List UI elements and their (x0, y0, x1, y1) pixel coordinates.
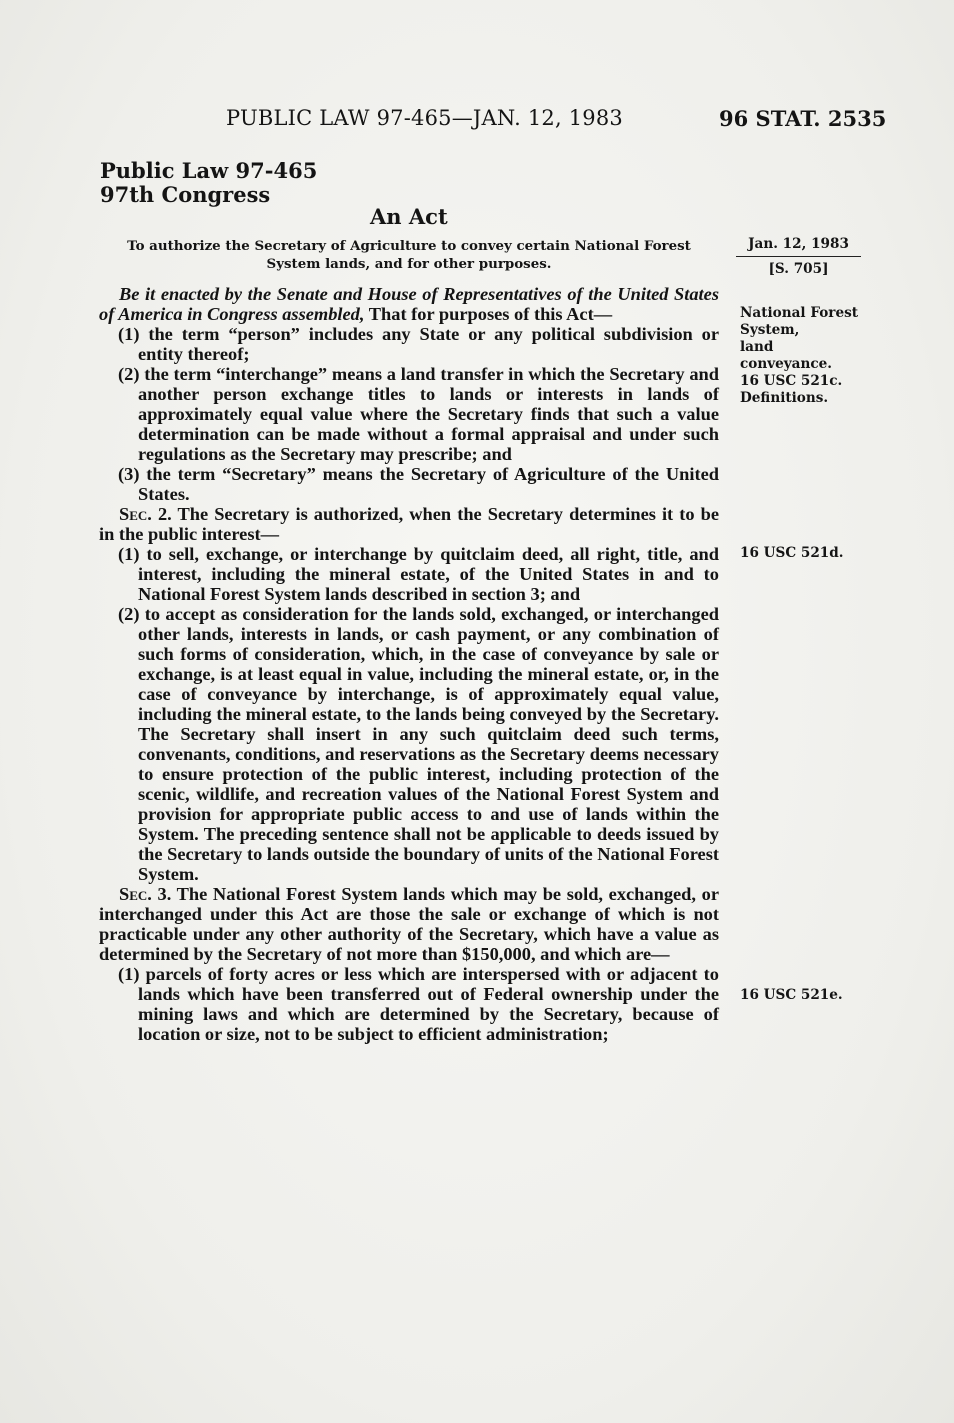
section-2-text: The Secretary is authorized, when the Secretary determines it to be in the public interest— (99, 504, 720, 544)
margin-topic-3: Definitions. (740, 390, 829, 406)
margin-date-block (736, 236, 861, 278)
margin-topic-2: land conveyance. (740, 339, 833, 372)
margin-topic-1: National Forest System, (740, 305, 859, 338)
congress-label: 97th Congress (100, 182, 271, 207)
definition-2: (2) the term “interchange” means a land transfer in which the Secretary and another person exchange titles to lands or interests in lands of approximately equal value where the Secretary finds that such a value determination can be made without a formal appraisal and under such regulations as the Secretary may prescribe; and (118, 364, 719, 464)
section-3-label: Sec. 3. (119, 884, 172, 904)
law-number: Public Law 97-465 (100, 158, 318, 183)
body-text (99, 284, 719, 1044)
enacting-formula: Be it enacted by the Senate and House of Representatives of the United States of America in Congress assembled, (99, 284, 719, 324)
act-heading: An Act (370, 204, 448, 229)
margin-note-section-1 (740, 305, 870, 407)
section-3 (99, 884, 719, 964)
section-2-para-1: (1) to sell, exchange, or interchange by quitclaim deed, all right, title, and interest, including the mineral estate, of the United States in and to National Forest System lands described in section 3; and (118, 544, 719, 604)
margin-cite-1: 16 USC 521c. (740, 373, 843, 389)
section-2-label: Sec. 2. (119, 504, 172, 524)
statute-page-number: 96 STAT. 2535 (719, 106, 887, 131)
margin-date: Jan. 12, 1983 (736, 236, 861, 257)
enacting-clause (99, 284, 719, 324)
section-3-text: The National Forest System lands which may be sold, exchanged, or interchanged under this Act are those the sale or exchange of which is not practicable under any other authority of the Secretary, which have a value as determined by the Secretary of not more than $150,000, and which are— (99, 884, 719, 964)
section-3-para-1: (1) parcels of forty acres or less which are interspersed with or adjacent to lands which have been transferred out of Federal ownership under the mining laws and which are determined by the Secretary, because of location or size, not to be subject to efficient administration; (118, 964, 719, 1044)
enacting-rest: That for purposes of this Act— (364, 304, 613, 324)
section-2 (99, 504, 719, 544)
running-head: PUBLIC LAW 97-465—JAN. 12, 1983 (226, 106, 623, 130)
definition-3: (3) the term “Secretary” means the Secretary of Agriculture of the United States. (118, 464, 719, 504)
margin-bill-number: [S. 705] (768, 261, 829, 277)
definition-1: (1) the term “person” includes any State or any political subdivision or entity thereof; (118, 324, 719, 364)
purpose-statement: To authorize the Secretary of Agriculture to convey certain National Forest System lands, and for other purposes. (127, 238, 691, 272)
margin-cite-3: 16 USC 521e. (740, 987, 843, 1003)
margin-cite-2: 16 USC 521d. (740, 545, 844, 561)
section-2-para-2: (2) to accept as consideration for the lands sold, exchanged, or interchanged other lands, interests in lands, or cash payment, or any combination of such forms of consideration, which, in the case of conveyance by sale or exchange, is at least equal in value, including the mineral estate, or, in the case of conveyance by interchange, is of approximately equal value, including the mineral estate, to the lands being conveyed by the Secretary. The Secretary shall insert in any such quitclaim deed such terms, convenants, conditions, and reservations as the Secretary deems necessary to ensure protection of the public interest, including protection of the scenic, wildlife, and recreation values of the National Forest System and provision for appropriate public access to and use of lands within the System. The preceding sentence shall not be applicable to deeds issued by the Secretary to lands outside the boundary of units of the National Forest System. (118, 604, 719, 884)
